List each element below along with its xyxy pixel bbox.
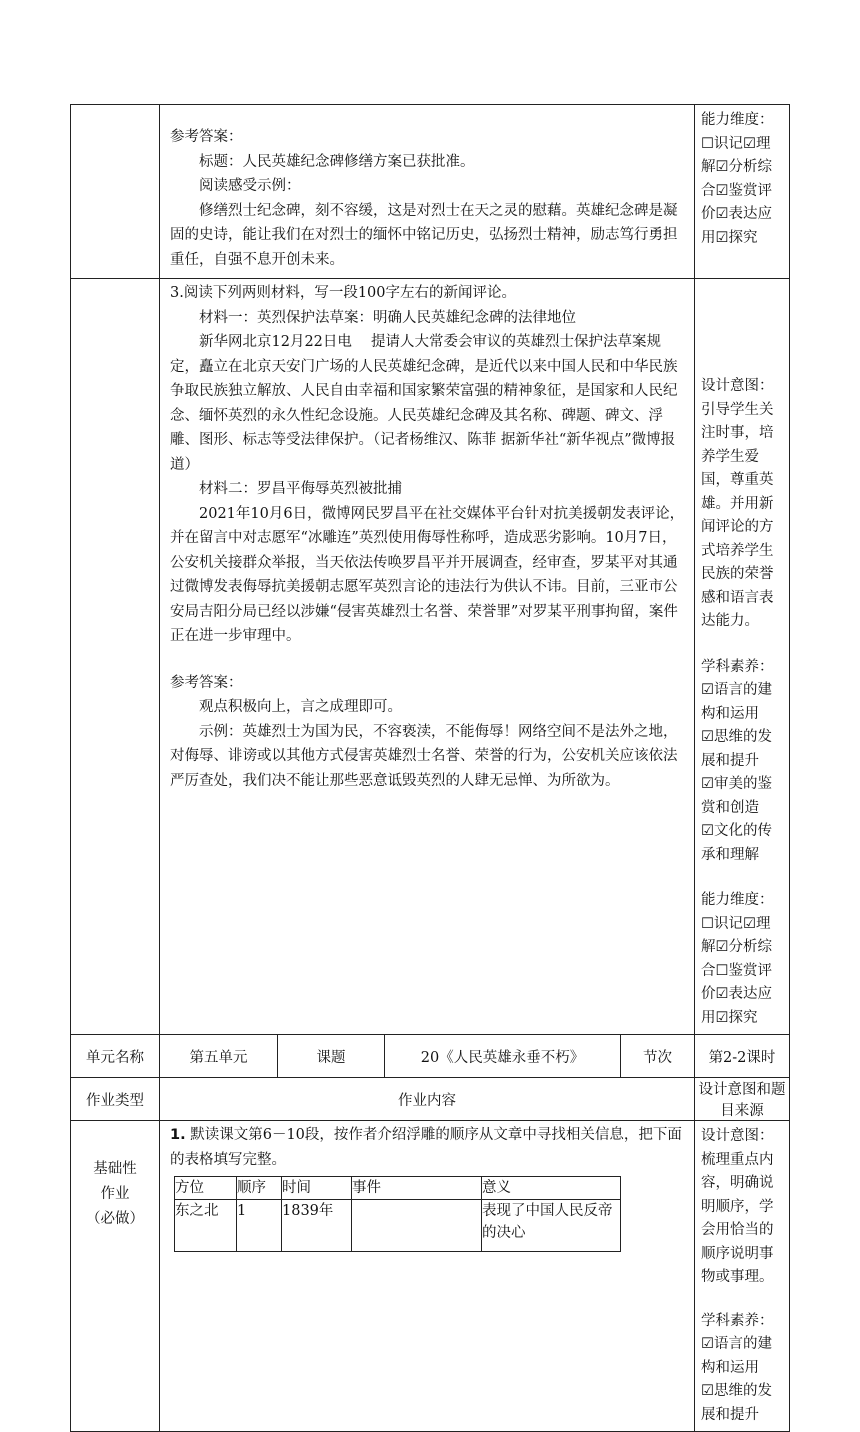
fill-table-header-cell: 顺序	[237, 1177, 282, 1200]
basic-label: 基础性	[93, 1161, 137, 1177]
content-label: 作业内容	[160, 1078, 695, 1121]
sample-label: 阅读感受示例：	[199, 178, 301, 194]
lesson-plan-table	[70, 104, 790, 1432]
type-header-row	[71, 1078, 790, 1121]
fill-table-cell: 1839年	[282, 1200, 352, 1252]
fill-table-cell: 1	[237, 1200, 282, 1252]
question-1	[170, 1123, 686, 1172]
content-cell	[160, 1121, 695, 1432]
period-label: 节次	[621, 1035, 695, 1078]
fill-table-header	[175, 1177, 621, 1200]
fill-table-cell: 表现了中国人民反帝的决心	[482, 1200, 621, 1252]
sample-text: 修缮烈士纪念碑，刻不容缓，这是对烈士在天之灵的慰藉。英雄纪念碑是凝固的史诗，能让我们在对烈士的缅怀中铭记历史，弘扬烈士精神，励志笃行勇担重任，自强不息开创未来。	[170, 202, 678, 268]
ref-answer-label: 参考答案：	[170, 674, 243, 691]
material-2-title: 材料二：罗昌平侮辱英烈被批捕	[199, 481, 402, 497]
type-label: 作业类型	[71, 1078, 160, 1121]
fill-table-header-cell: 时间	[282, 1177, 352, 1200]
fill-table	[174, 1176, 621, 1252]
type-cell-empty	[71, 105, 160, 279]
basic-label: （必做）	[86, 1211, 144, 1227]
lesson-label: 课题	[278, 1035, 385, 1078]
ability-line: 合☐鉴赏评价☑表达应	[701, 962, 772, 1002]
side-cell	[695, 105, 790, 279]
literacy-item: ☑审美的鉴赏和创造	[701, 776, 772, 816]
literacy-label: 学科素养：	[701, 1312, 774, 1329]
ability-line: 用☑探究	[701, 229, 758, 246]
basic-label: 作业	[100, 1186, 130, 1202]
fill-table-header-cell: 方位	[175, 1177, 237, 1200]
ref-answer-label: 参考答案：	[170, 129, 243, 145]
ability-line: ☐识记☑理解☑分析综	[701, 915, 772, 955]
unit-name: 第五单元	[160, 1035, 278, 1078]
design-text: 引导学生关注时事，培养学生爱国，尊重英雄。并用新闻评论的方式培养学生民族的荣誉感和语言表达能力。	[701, 401, 774, 629]
fill-table-cell: 东之北	[175, 1200, 237, 1252]
question-number: 1.	[170, 1127, 186, 1143]
literacy-item: ☑思维的发展和提升	[701, 729, 772, 769]
type-cell-empty	[71, 279, 160, 1035]
design-text: 设计意图：梳理重点内容，明确说明顺序，学会用恰当的顺序说明事物或事理。	[701, 1128, 774, 1285]
literacy-item: ☑语言的建构和运用	[701, 1336, 772, 1376]
side-cell	[695, 279, 790, 1035]
literacy-item: ☑思维的发展和提升	[701, 1383, 772, 1423]
basic-label-cell	[71, 1121, 160, 1432]
material-1-title: 材料一：英烈保护法草案：明确人民英雄纪念碑的法律地位	[199, 309, 576, 326]
question-3: 3.阅读下列两则材料，写一段100字左右的新闻评论。	[170, 285, 517, 301]
ability-line: ☐识记☑理解☑分析综	[701, 135, 772, 175]
content-cell	[160, 105, 695, 279]
literacy-item: ☑文化的传承和理解	[701, 823, 772, 863]
ref-answer-sample: 示例：英雄烈士为国为民，不容亵渎，不能侮辱！网络空间不是法外之地，对侮辱、诽谤或以其他方式侵害英雄烈士名誉、荣誉的行为，公安机关应该依法严厉查处，我们决不能让那些恶意诋毁英烈的人肆无忌惮、为所欲为。	[170, 723, 678, 789]
design-label: 设计意图：	[701, 378, 774, 394]
content-cell	[160, 279, 695, 1035]
ability-line: 合☑鉴赏评价☑表达应	[701, 182, 772, 222]
answer-row-2	[71, 105, 790, 279]
material-1-text: 新华网北京12月22日电 提请人大常委会审议的英雄烈士保护法草案规定，矗立在北京天安门广场的人民英雄纪念碑，是近代以来中国人民和中华民族争取民族独立解放、人民自由幸福和国家繁荣富强的精神象征，是国家和人民纪念、缅怀英烈的永久性纪念设施。人民英雄纪念碑及其名称、碑题、碑文、浮雕、图形、标志等受法律保护。（记者杨维汉、陈菲 据新华社“新华视点”微博报道）	[170, 334, 678, 473]
fill-table-header-cell: 意义	[482, 1177, 621, 1200]
fill-table-header-cell: 事件	[352, 1177, 482, 1200]
lesson-title: 20《人民英雄永垂不朽》	[385, 1035, 621, 1078]
literacy-label: 学科素养：	[701, 658, 774, 675]
unit-name-label: 单元名称	[71, 1035, 160, 1078]
question-3-row	[71, 279, 790, 1035]
unit-header-row	[71, 1035, 790, 1078]
side-cell	[695, 1121, 790, 1432]
literacy-item: ☑语言的建构和运用	[701, 682, 772, 722]
question-text: 默读课文第6－10段，按作者介绍浮雕的顺序从文章中寻找相关信息，把下面的表格填写完整。	[170, 1127, 682, 1168]
fill-table-cell-blank[interactable]	[352, 1200, 482, 1252]
ability-label: 能力维度：	[701, 112, 774, 128]
fill-table-row	[175, 1200, 621, 1252]
ref-answer-line: 观点积极向上，言之成理即可。	[199, 699, 402, 715]
material-2-text: 2021年10月6日，微博网民罗昌平在社交媒体平台针对抗美援朝发表评论，并在留言中对志愿军“冰雕连”英烈使用侮辱性称呼，造成恶劣影响。10月7日，公安机关接群众举报，当天依法传唤罗昌平并开展调查，经审查，罗某平对其通过微博发表侮辱抗美援朝志愿军英烈言论的违法行为供认不讳。目前，三亚市公安局吉阳分局已经以涉嫌“侵害英雄烈士名誉、荣誉罪”对罗某平刑事拘留，案件正在进一步审理中。	[170, 505, 685, 644]
title-answer: 标题：人民英雄纪念碑修缮方案已获批准。	[199, 153, 475, 170]
ability-label: 能力维度：	[701, 892, 774, 908]
period-value: 第2-2课时	[695, 1035, 790, 1078]
ability-line: 用☑探究	[701, 1009, 758, 1026]
intent-label: 设计意图和题目来源	[695, 1078, 790, 1121]
basic-homework-row	[71, 1121, 790, 1432]
